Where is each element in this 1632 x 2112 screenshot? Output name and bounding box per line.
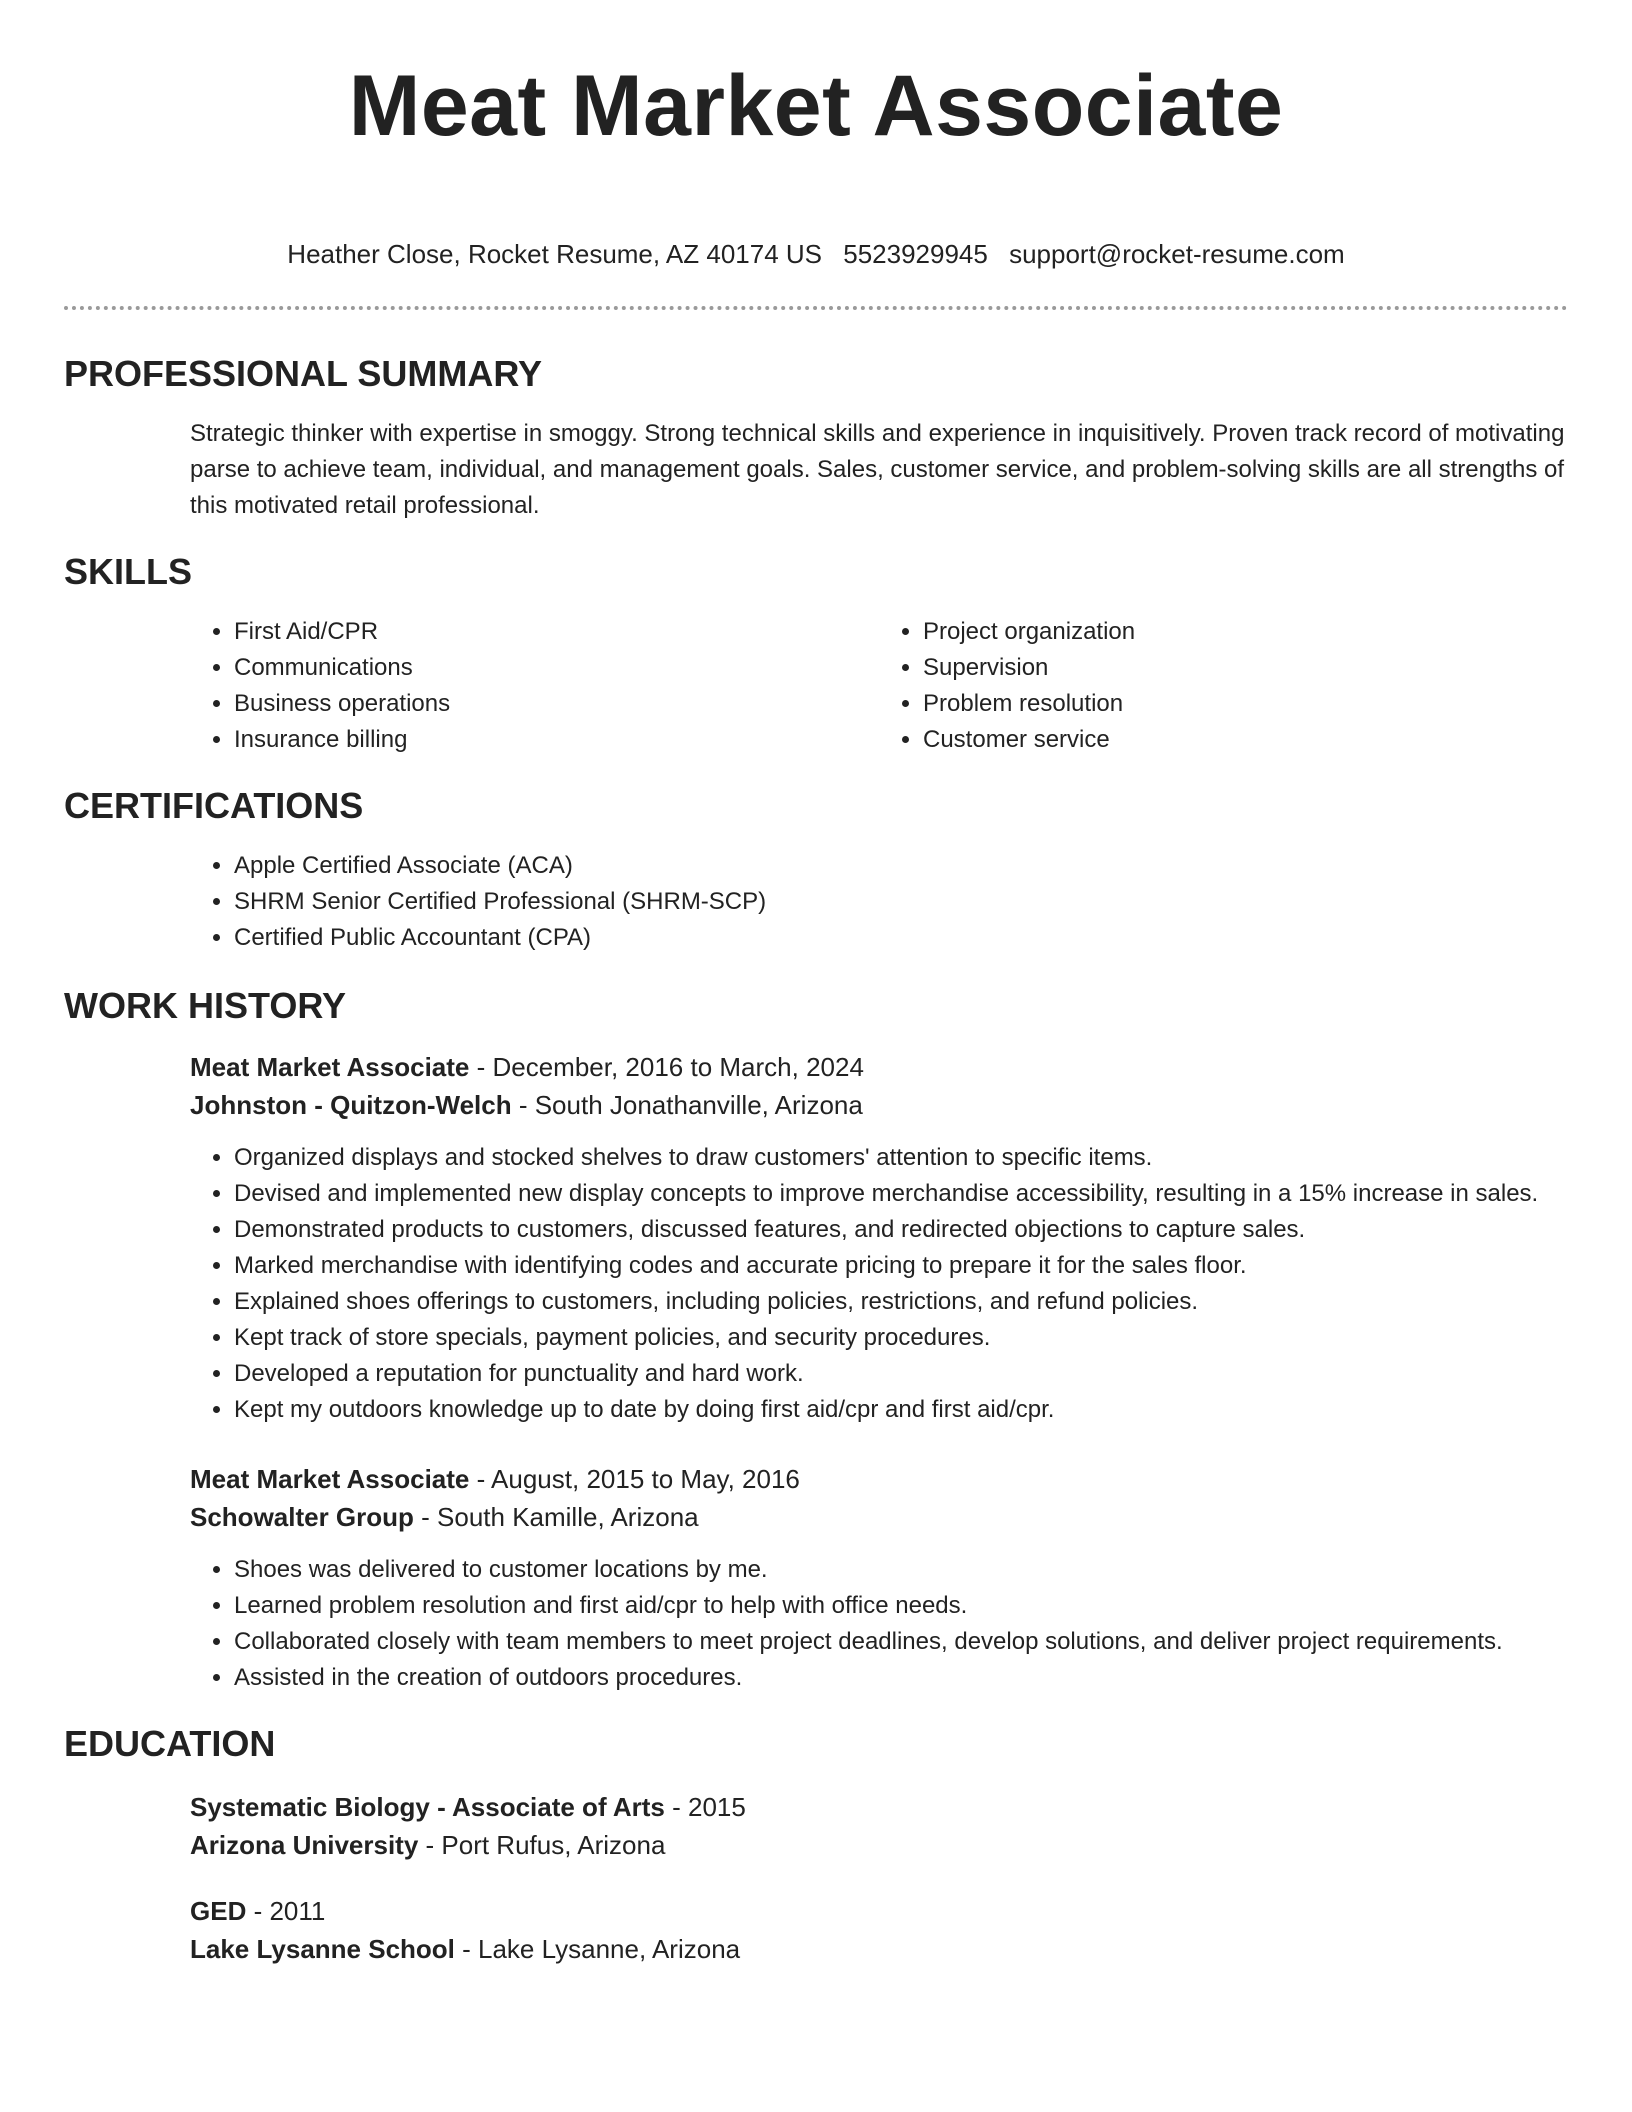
list-item: • Explained shoes offerings to customers, including policies, restrictions, and refund policies. [234,1284,1568,1320]
education-school: Lake Lysanne School [190,1934,455,1964]
job-company-line [190,1498,1568,1536]
contact-line [64,236,1568,272]
list-item: • Insurance billing [234,722,879,758]
summary-section [64,352,1568,524]
contact-address: Heather Close, Rocket Resume, AZ 40174 US [287,239,822,269]
education-school-line [190,1930,1568,1968]
list-item: • Devised and implemented new display concepts to improve merchandise accessibility, resulting in a 15% increase in sales. [234,1176,1568,1212]
list-item: • Developed a reputation for punctuality and hard work. [234,1356,1568,1392]
education-location: - Lake Lysanne, Arizona [454,1934,741,1964]
job-entry [190,1048,1568,1428]
education-degree-line [190,1892,1568,1930]
list-item: • Apple Certified Associate (ACA) [234,848,1568,884]
skills-list-right [879,614,1568,758]
certifications-list [190,848,1568,956]
job-bullets [190,1552,1568,1696]
list-item: • Organized displays and stocked shelves to draw customers' attention to specific items. [234,1140,1568,1176]
list-item: • Marked merchandise with identifying codes and accurate pricing to prepare it for the sales floor. [234,1248,1568,1284]
list-item: • Shoes was delivered to customer locations by me. [234,1552,1568,1588]
work-heading: WORK HISTORY [64,985,347,1026]
resume-title: Meat Market Associate [348,58,1284,154]
list-item: • SHRM Senior Certified Professional (SHRM-SCP) [234,884,1568,920]
list-item: • Business operations [234,686,879,722]
contact-phone: 5523929945 [843,239,988,269]
job-dates: - August, 2015 to May, 2016 [469,1464,800,1494]
education-location: - Port Rufus, Arizona [418,1830,666,1860]
list-item: • Demonstrated products to customers, discussed features, and redirected objections to capture sales. [234,1212,1568,1248]
education-school-line [190,1826,1568,1864]
job-entry [190,1460,1568,1696]
job-company: Schowalter Group [190,1502,414,1532]
list-item: • Certified Public Accountant (CPA) [234,920,1568,956]
list-item: • Communications [234,650,879,686]
list-item: • Learned problem resolution and first aid/cpr to help with office needs. [234,1588,1568,1624]
skills-section [64,550,1568,758]
education-section [64,1722,1568,1968]
skills-list-left [190,614,879,758]
contact-email: support@rocket-resume.com [1009,239,1345,269]
header-divider [64,306,1568,310]
list-item: • Customer service [923,722,1568,758]
list-item: • Problem resolution [923,686,1568,722]
education-degree: GED [190,1896,247,1926]
list-item: • Kept track of store specials, payment policies, and security procedures. [234,1320,1568,1356]
job-bullets [190,1140,1568,1428]
list-item: • First Aid/CPR [234,614,879,650]
education-heading: EDUCATION [64,1723,276,1764]
job-location: - South Jonathanville, Arizona [511,1090,863,1120]
list-item: • Assisted in the creation of outdoors procedures. [234,1660,1568,1696]
certifications-body [190,848,1568,956]
work-section [64,984,1568,1696]
list-item: • Supervision [923,650,1568,686]
job-title-line [190,1460,1568,1498]
list-item: • Project organization [923,614,1568,650]
list-item: • Collaborated closely with team members to meet project deadlines, develop solutions, and deliver project requirements. [234,1624,1568,1660]
education-entry [190,1892,1568,1968]
skills-grid [190,614,1568,758]
job-title: Meat Market Associate [190,1464,470,1494]
summary-heading: PROFESSIONAL SUMMARY [64,353,543,394]
job-title-line [190,1048,1568,1086]
job-title: Meat Market Associate [190,1052,470,1082]
education-year: - 2015 [664,1792,746,1822]
job-company-line [190,1086,1568,1124]
skills-heading: SKILLS [64,551,193,592]
education-degree: Systematic Biology - Associate of Arts [190,1792,665,1822]
job-company: Johnston - Quitzon-Welch [190,1090,512,1120]
summary-text: Strategic thinker with expertise in smoggy. Strong technical skills and experience in inquisitively. Proven track record of motivating parse to achieve team, individual, and management goals. Sales, customer service, and problem-solving skills are all strengths of this motivated retail professional. [190,420,1565,519]
education-year: - 2011 [246,1896,326,1926]
education-school: Arizona University [190,1830,419,1860]
education-degree-line [190,1788,1568,1826]
job-dates: - December, 2016 to March, 2024 [469,1052,864,1082]
job-location: - South Kamille, Arizona [413,1502,699,1532]
certifications-heading: CERTIFICATIONS [64,785,364,826]
education-entry [190,1788,1568,1864]
certifications-section [64,784,1568,956]
list-item: • Kept my outdoors knowledge up to date by doing first aid/cpr and first aid/cpr. [234,1392,1568,1428]
